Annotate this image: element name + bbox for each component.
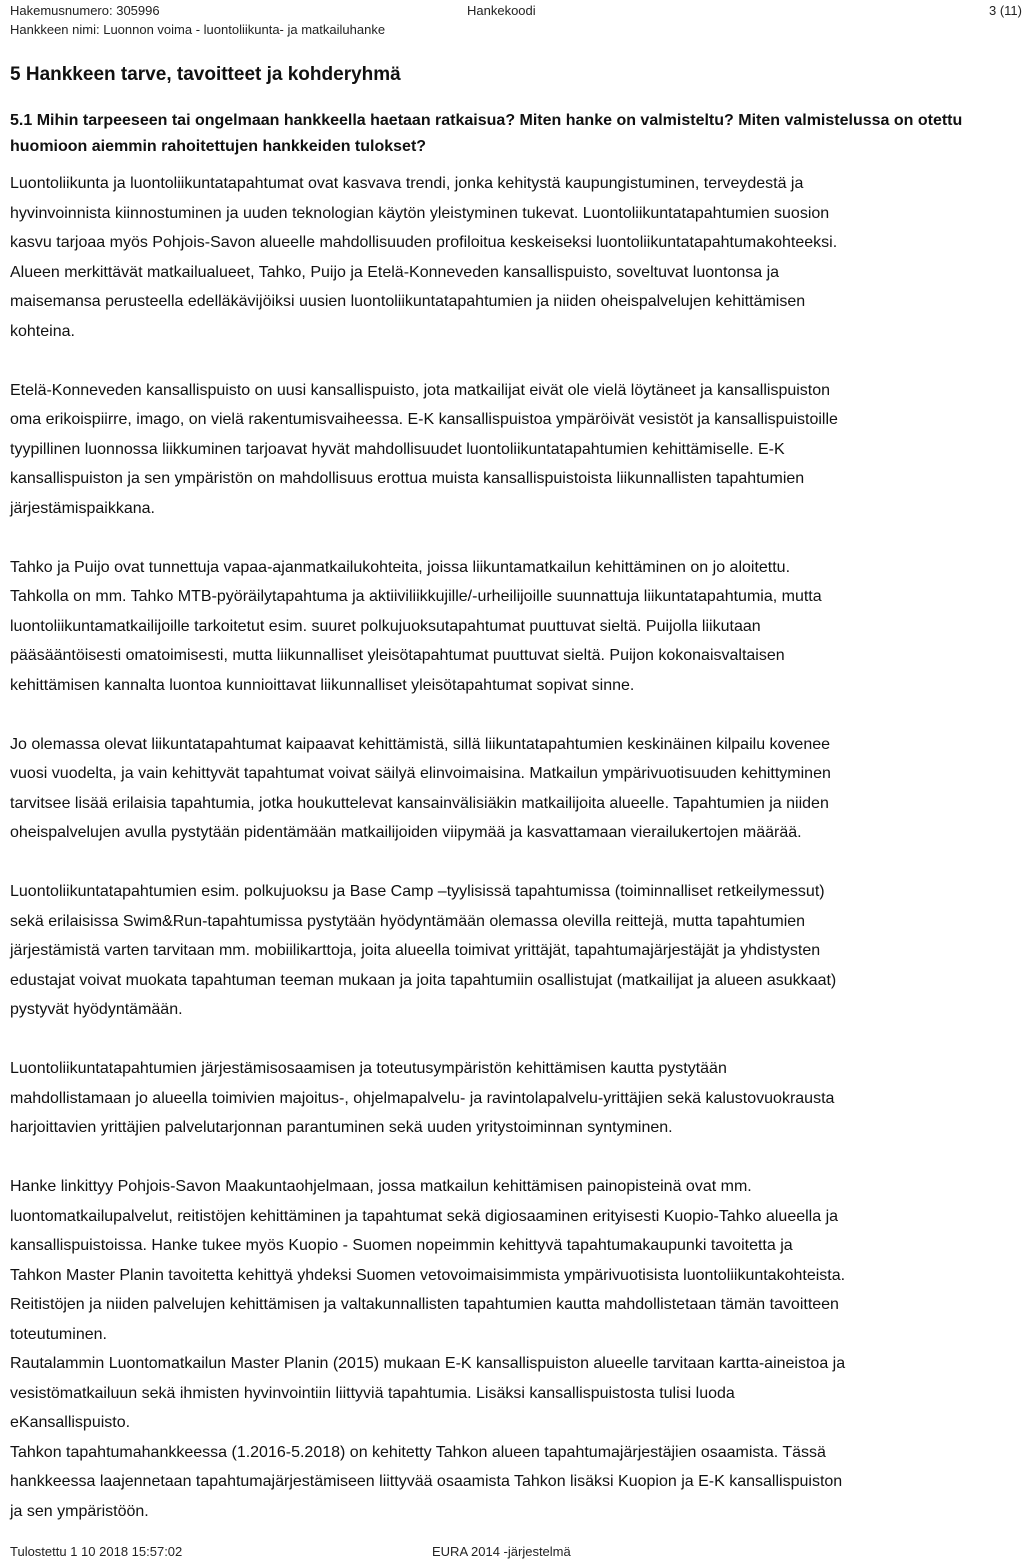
paragraph: [10, 169, 1020, 346]
paragraph: [10, 376, 1020, 524]
paragraph-line: luontomatkailupalvelut, reitistöjen kehittäminen ja tapahtumat sekä digiosaaminen erityisesti Kuopio-Tahko alueella ja: [10, 1207, 839, 1225]
paragraph-line: luontoliikuntamatkailijoille tarkoitetut esim. suuret polkujuoksutapahtumat puuttuvat sieltä. Puijolla liikutaan: [10, 617, 761, 635]
paragraph-line: Reitistöjen ja niiden palvelujen kehittämisen ja valtakunnallisten tapahtumien kautta mahdollistetaan tämän tavoitteen: [10, 1296, 839, 1313]
paragraph-line: ja sen ympäristöön.: [10, 1502, 149, 1520]
paragraph-line: harjoittavien yrittäjien palvelutarjonnan parantuminen sekä uuden yritystoiminnan syntyminen.: [10, 1119, 673, 1136]
project-code-label: Hankekoodi: [467, 3, 536, 18]
paragraph-line: kansallispuistoissa. Hanke tukee myös Kuopio - Suomen nopeimmin kehittyvä tapahtumakaupunki tavoitetta ja: [10, 1237, 793, 1254]
paragraph-line: Tahko ja Puijo ovat tunnettuja vapaa-ajanmatkailukohteita, joissa liikuntamatkailun kehittäminen on jo aloitettu.: [10, 558, 791, 576]
section-question: 5.1 Mihin tarpeeseen tai ongelmaan hankkeella haetaan ratkaisua? Miten hanke on valmisteltu? Miten valmistelussa on otettu huomioon aiemmin rahoitettujen hankkeiden tulokset?: [10, 112, 963, 155]
paragraph-line: maisemansa perusteella edelläkävijöiksi uusien luontoliikuntatapahtumien ja niiden oheispalvelujen kehittämisen: [10, 293, 806, 310]
application-number: Hakemusnumero: 305996: [10, 3, 160, 18]
paragraph-line: pystyvät hyödyntämään.: [10, 1001, 183, 1018]
paragraph-line: Luontoliikunta ja luontoliikuntatapahtumat ovat kasvava trendi, jonka kehitystä kaupungistuminen, terveydestä ja: [10, 175, 804, 192]
paragraph-line: vuosi vuodelta, ja vain kehittyvät tapahtumat voivat säilyä elinvoimaisina. Matkailun ympärivuotisuuden kehittyminen: [10, 765, 831, 782]
paragraph: [10, 730, 1020, 848]
page-number: 3 (11): [989, 3, 1022, 18]
paragraph-line: Alueen merkittävät matkailualueet, Tahko, Puijo ja Etelä-Konneveden kansallispuisto, soveltuvat luontonsa ja: [10, 263, 780, 281]
print-timestamp: Tulostettu 1 10 2018 15:57:02: [10, 1544, 183, 1559]
section-title: 5 Hankkeen tarve, tavoitteet ja kohderyhmä: [10, 64, 401, 85]
paragraph-line: eKansallispuisto.: [10, 1414, 131, 1431]
paragraph-line: mahdollistamaan jo alueella toimivien majoitus-, ohjelmapalvelu- ja ravintolapalvelu-yrittäjien sekä kalustovuokrausta: [10, 1089, 835, 1107]
paragraph-line: kasvu tarjoaa myös Pohjois-Savon alueelle mahdollisuuden profiloitua keskeiseksi luontoliikuntatapahtumakohteeksi.: [10, 234, 838, 251]
paragraph-line: kansallispuiston ja sen ympäristön on mahdollisuus erottua muista kansallispuistoista liikunnallisten tapahtumien: [10, 470, 805, 487]
paragraph-line: Rautalammin Luontomatkailun Master Planin (2015) mukaan E-K kansallispuiston alueelle tarvitaan kartta-aineistoa ja: [10, 1355, 846, 1372]
system-name: EURA 2014 -järjestelmä: [432, 1544, 571, 1559]
paragraph-line: järjestämispaikkana.: [10, 499, 155, 517]
paragraph-line: Etelä-Konneveden kansallispuisto on uusi kansallispuisto, jota matkailijat eivät ole vielä löytäneet ja kansallispuiston: [10, 381, 831, 399]
paragraph: [10, 553, 1020, 701]
paragraph-line: edustajat voivat muokata tapahtuman teeman mukaan ja joita tapahtumiin osallistujat (matkailijat ja alueen asukkaat): [10, 971, 837, 989]
paragraph-line: Luontoliikuntatapahtumien järjestämisosaamisen ja toteutusympäristön kehittämisen kautta pystytään: [10, 1060, 727, 1077]
paragraph-line: hyvinvoinnista kiinnostuminen ja uuden teknologian käytön yleistyminen tukevat. Luontoliikuntatapahtumien suosion: [10, 204, 830, 222]
paragraph: [10, 1172, 1020, 1526]
paragraph-line: vesistömatkailuun sekä ihmisten hyvinvointiin liittyviä tapahtumia. Lisäksi kansallispuistosta tulisi luoda: [10, 1384, 735, 1402]
paragraph-line: Luontoliikuntatapahtumien esim. polkujuoksu ja Base Camp –tyylisissä tapahtumissa (toiminnalliset retkeilymessut): [10, 883, 825, 900]
paragraph-line: oheispalvelujen avulla pystytään pidentämään matkailijoiden viipymää ja kasvattamaan vierailukertojen määrää.: [10, 824, 802, 841]
paragraph-line: Tahkolla on mm. Tahko MTB-pyöräilytapahtuma ja aktiiviliikkujille/-urheilijoille suunnattuja liikuntatapahtumia, mutta: [10, 588, 822, 605]
paragraph-line: kohteina.: [10, 322, 75, 340]
paragraph-line: Hanke linkittyy Pohjois-Savon Maakuntaohjelmaan, jossa matkailun kehittämisen painopisteinä ovat mm.: [10, 1178, 752, 1195]
paragraph-line: Tahkon Master Planin tavoitetta kehittyä yhdeksi Suomen vetovoimaisimmista ympärivuotisista luontoliikuntakohteista.: [10, 1266, 846, 1284]
paragraph-line: järjestämistä varten tarvitaan mm. mobiilikarttoja, joita alueella toimivat yrittäjät, tapahtumajärjestäjät ja yhdistysten: [10, 942, 821, 959]
project-name: Hankkeen nimi: Luonnon voima - luontoliikunta- ja matkailuhanke: [10, 22, 386, 37]
paragraph-line: toteutuminen.: [10, 1325, 107, 1343]
paragraph-line: kehittämisen kannalta luontoa kunnioittavat liikunnalliset yleisötapahtumat sopivat sinne.: [10, 676, 635, 694]
paragraph-line: oma erikoispiirre, imago, on vielä rakentumisvaiheessa. E-K kansallispuistoa ympäröivät vesistöt ja kansallispuistoille: [10, 411, 838, 428]
body-text: [10, 169, 1020, 1526]
paragraph-line: tarvitsee lisää erilaisia tapahtumia, jotka houkuttelevat kansainvälisiäkin matkailijoita alueelle. Tapahtumien ja niiden: [10, 794, 829, 812]
paragraph: [10, 1054, 1020, 1143]
paragraph-line: sekä erilaisissa Swim&Run-tapahtumissa pystytään hyödyntämään olemassa olevilla reittejä, mutta tapahtumien: [10, 912, 806, 930]
paragraph-line: hankkeessa laajennetaan tapahtumajärjestämiseen liittyvää osaamista Tahkon lisäksi Kuopion ja E-K kansallispuiston: [10, 1473, 843, 1490]
paragraph-line: pääsääntöisesti omatoimisesti, mutta liikunnalliset yleisötapahtumat puuttuvat sieltä. Puijon kokonaisvaltaisen: [10, 647, 785, 664]
paragraph-line: Jo olemassa olevat liikuntatapahtumat kaipaavat kehittämistä, sillä liikuntatapahtumien keskinäinen kilpailu kovenee: [10, 735, 831, 753]
paragraph: [10, 877, 1020, 1025]
paragraph-line: Tahkon tapahtumahankkeessa (1.2016-5.2018) on kehitetty Tahkon alueen tapahtumajärjestäjien osaamista. Tässä: [10, 1443, 826, 1461]
paragraph-line: tyypillinen luonnossa liikkuminen tarjoavat hyvät mahdollisuudet luontoliikuntatapahtumien kehittämiselle. E-K: [10, 440, 785, 458]
